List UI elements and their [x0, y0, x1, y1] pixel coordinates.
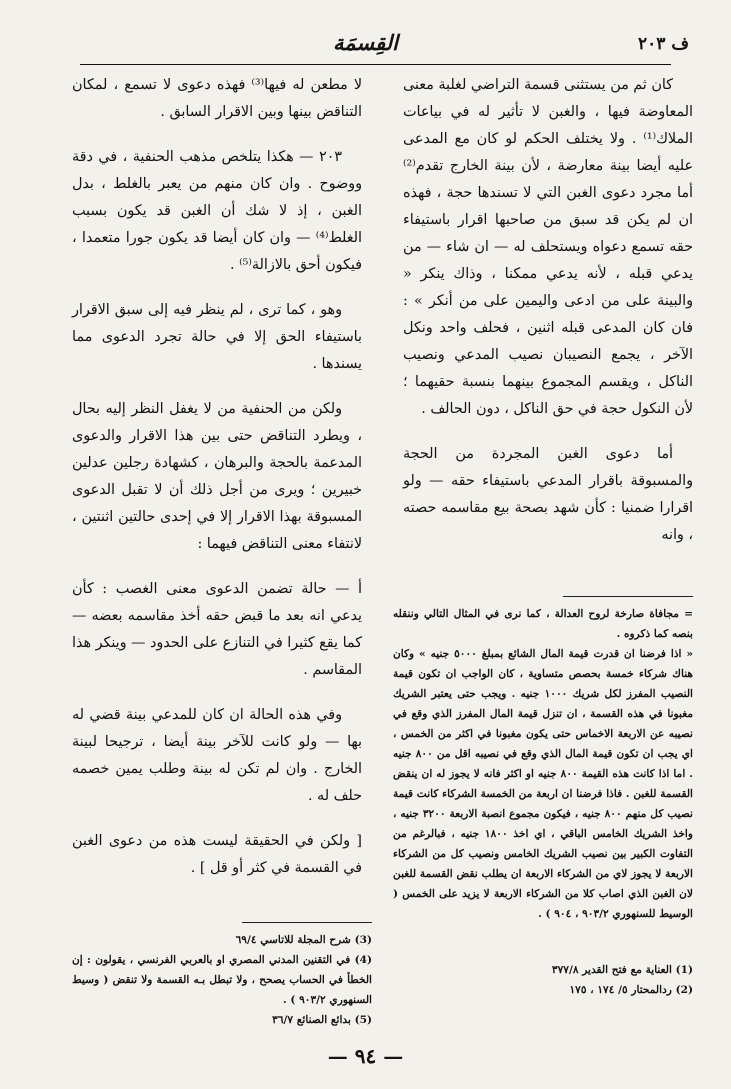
paragraph: ولكن من الحنفية من لا يغفل النظر إليه بحال ، ويطرد التناقض حتى بين هذا الاقرار والدعوى المدعمة بالحجة والبرهان ، كشهادة رجلين عدلين خبيرين ؛ ويرى من أجل ذلك أن لا تقبل الدعوى المسبوقة بهذا الاقرار إلا في إحدى حالتين اثنتين ، لانتفاء معنى التناقض فيهما : [72, 401, 362, 552]
paragraph: ٢٠٣ — هكذا يتلخص مذهب الحنفية ، في دقة ووضوح . وان كان منهم من يعبر بالغلط ، بدل الغبن ، إذ لا شك أن الغبن قد يكون بسبب الغلط⁽⁴⁾ — وان كان أيضا قد يكون جورا متعمدا ، فيكون أحق بالازالة⁽⁵⁾ . [72, 149, 362, 273]
footnote-references-left [72, 930, 372, 1030]
paragraph: كان ثم من يستثنى قسمة التراضي لغلبة معنى المعاوضة فيها ، والغبن لا تأثير له في بياعات الملاك⁽¹⁾ . ولا يختلف الحكم لو كان مع المدعى عليه أيضا بينة معارضة ، لأن بينة الخارج تقدم⁽²⁾ أما مجرد دعوى الغبن التي لا تسندها حجة ، فهذه ان لم يكن قد سبق من صاحبها اقرار باستيفاء حقه تسمع دعواه ويستحلف له — ان شاء — من يدعي قبله ، لأنه يدعي ممكنا ، وذاك ينكر « والبينة على من ادعى واليمين على من أنكر » : فان كان المدعى قبله اثنين ، فحلف واحد ونكل الآخر ، يجمع النصيبان نصيب المدعي ونصيب الناكل ، ويقسم المجموع بينهما بنسبة حقيهما ؛ لأن النكول حجة في حق الناكل ، دون الحالف . [403, 77, 693, 417]
footnote-line: = مجافاة صارخة لروح العدالة ، كما نرى في المثال التالي وننقله بنصه كما ذكروه . [393, 608, 693, 640]
footnote-references-right [393, 960, 693, 1000]
running-title: القِسمَة [333, 30, 398, 55]
paragraph: [ ولكن في الحقيقة ليست هذه من دعوى الغبن في القسمة في كثر أو قل ] . [72, 833, 362, 876]
page-number: — ٩٤ — [327, 1044, 404, 1068]
footnote-rule [563, 596, 693, 597]
left-column [72, 72, 362, 900]
footnote-ref: (4) في التقنين المدني المصري او بالعربي الفرنسي ، يقولون : إن الخطأ في الحساب يصحح ، ولا تبطل بـه القسمة ولا تنقض ( وسيط السنهوري ٩٠٣/٢ ) . [72, 954, 372, 1006]
footnote-line: « اذا فرضنا ان قدرت قيمة المال الشائع بمبلغ ٥٠٠٠ جنيه » وكان هناك شركاء خمسة بحصص متساوية ، كان الواجب ان تكون قيمة النصيب المفرز لكل شريك ١٠٠٠ جنيه . ويجب حتى يعتبر الشريك مغبونا في هذه القسمة ، ان تنزل قيمة المال المفرز الذي وقع في نصيبه عن الاربعة الاخماس حتى يكون مغبونا في اكثر من الخمس ، اي يجب ان تكون قيمة المال الذي وقع في نصيبه اقل من ٨٠٠ جنيه . اما اذا كانت هذه القيمة ٨٠٠ جنيه او اكثر فانه لا يجوز له ان ينقض القسمة للغبن . فاذا فرضنا ان اربعة من الخمسة الشركاء كانت قيمة نصيب كل منهم ٨٠٠ جنيه ، فيكون مجموع انصبة الاربعة ٣٢٠٠ جنيه ، واخذ الشريك الخامس الباقي ، اي اخذ ١٨٠٠ جنيه ، فبالرغم من التفاوت الكبير بين نصيب الشريك الخامس ونصيب كل من الشركاء الاربعة لا يجوز لاي من الشركاء الاربعة ان يطلب نقض القسمة للغبن لان الغبن الذي اصاب كلا من الشركاء الاربعة لا يزيد على الخمس ( الوسيط للسنهوري ٩٠٣/٢ ، ٩٠٤ ) . [393, 648, 694, 920]
paragraph: وهو ، كما ترى ، لم ينظر فيه إلى سبق الاقرار باستيفاء الحق إلا في حالة تجرد الدعوى مما يسندها . [72, 302, 362, 372]
footnote-ref: (3) شرح المجلة للاتاسي ٦٩/٤ [235, 934, 372, 946]
paragraph: وفي هذه الحالة ان كان للمدعي بينة قضي له بها — ولو كانت للآخر بينة أيضا ، ترجيحا لبينة الخارج . وان لم تكن له بينة وطلب يمين خصمه حلف له . [72, 707, 362, 804]
paragraph: أ — حالة تضمن الدعوى معنى الغصب : كأن يدعي انه بعد ما قبض حقه أخذ مقاسمه بعضه — كما يقع كثيرا في التنازع على الحدود — وينكر هذا المقاسم . [72, 581, 362, 678]
footnote-ref: (5) بدائع الصنائع ٣٦/٧ [272, 1014, 372, 1026]
page-reference: ف ٢٠٣ [638, 34, 689, 54]
footnote-ref: (1) العناية مع فتح القدير ٣٧٧/٨ [551, 964, 693, 976]
right-column [403, 72, 693, 567]
paragraph: لا مطعن له فيها⁽³⁾ فهذه دعوى لا تسمع ، لمكان التناقض بينها وبين الاقرار السابق . [72, 77, 362, 120]
footnote-ref: (2) ردالمحتار ٥/ ١٧٤ ، ١٧٥ [569, 984, 693, 996]
footnote-rule [242, 922, 372, 923]
footnote-continuation [393, 604, 693, 924]
paragraph: أما دعوى الغبن المجردة من الحجة والمسبوقة باقرار المدعي باستيفاء حقه — ولو اقرارا ضمنيا : كأن شهد بصحة بيع مقاسمه حصته ، وانه [403, 446, 693, 543]
header-rule [80, 64, 671, 65]
